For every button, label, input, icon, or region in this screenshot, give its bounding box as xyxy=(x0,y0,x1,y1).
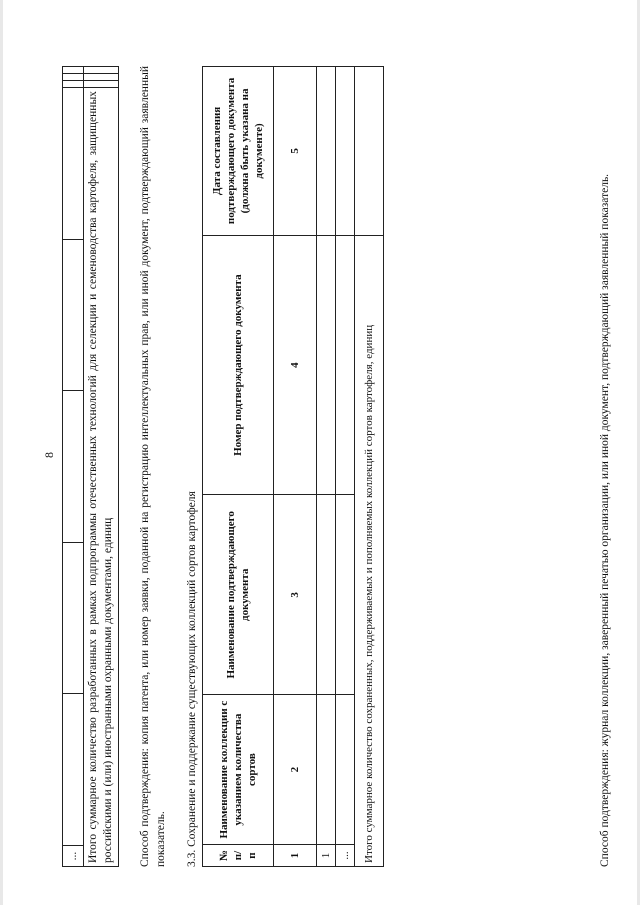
table-row xyxy=(63,67,84,867)
table-cell xyxy=(355,67,384,236)
table-cell xyxy=(63,542,84,694)
confirmation-method-1: Способ подтверждения: копия патента, или номер заявки, поданной на регистрацию интеллектуальных прав, или иной документ, подтверждающий заявленный показатель. xyxy=(139,66,167,867)
table-cell xyxy=(84,67,119,74)
table-cell xyxy=(84,74,119,81)
table-cell xyxy=(84,81,119,88)
table-cell xyxy=(336,695,355,845)
top-table-fragment xyxy=(62,66,119,867)
table-cell xyxy=(63,88,84,240)
confirmation-method-2: Способ подтверждения: журнал коллекции, заверенный печатью организации, или иной документ, подтверждающий заявленный показатель. xyxy=(599,173,611,867)
total-label: Итого суммарное количество разработанных в рамках подпрограммы отечественных технологий для селекции и семеноводства картофеля, защищенных российскими и (или) иностранными охранными документами, единиц xyxy=(84,88,119,867)
table-row xyxy=(336,67,355,867)
column-number: 1 xyxy=(274,845,317,867)
table-cell xyxy=(336,235,355,495)
total-row xyxy=(355,67,384,867)
column-number: 5 xyxy=(274,67,317,236)
header-document-date: Дата составления подтверждающего документа (должна быть указана на документе) xyxy=(203,67,274,236)
column-number-row xyxy=(274,67,317,867)
column-number: 3 xyxy=(274,495,317,695)
table-cell xyxy=(317,695,336,845)
column-number: 2 xyxy=(274,695,317,845)
table-cell xyxy=(63,694,84,846)
header-document-name: Наименование подтверждающего документа xyxy=(203,495,274,695)
collections-table xyxy=(202,66,384,867)
table-cell xyxy=(63,391,84,543)
total-label: Итого суммарное количество сохраненных, поддерживаемых и пополняемых коллекций сортов картофеля, единиц xyxy=(355,235,384,866)
header-row xyxy=(203,67,274,867)
table-cell xyxy=(63,239,84,391)
table-row xyxy=(317,67,336,867)
table-cell xyxy=(336,495,355,695)
table-cell xyxy=(336,67,355,236)
header-number: № п/п xyxy=(203,845,274,867)
section-heading: 3.3. Сохранение и поддержание существующих коллекций сортов картофеля xyxy=(186,491,198,867)
column-number: 4 xyxy=(274,235,317,495)
header-collection-name: Наименование коллекции с указанием количества сортов xyxy=(203,695,274,845)
table-cell xyxy=(317,495,336,695)
row-number-cell: ... xyxy=(63,846,84,867)
row-number: ... xyxy=(336,845,355,867)
header-document-number: Номер подтверждающего документа xyxy=(203,235,274,495)
table-cell xyxy=(63,67,84,74)
page-number: 8 xyxy=(42,452,56,458)
row-number: 1 xyxy=(317,845,336,867)
table-cell xyxy=(317,235,336,495)
table-cell xyxy=(317,67,336,236)
total-row xyxy=(84,67,119,867)
table-cell xyxy=(63,81,84,88)
table-cell xyxy=(63,74,84,81)
